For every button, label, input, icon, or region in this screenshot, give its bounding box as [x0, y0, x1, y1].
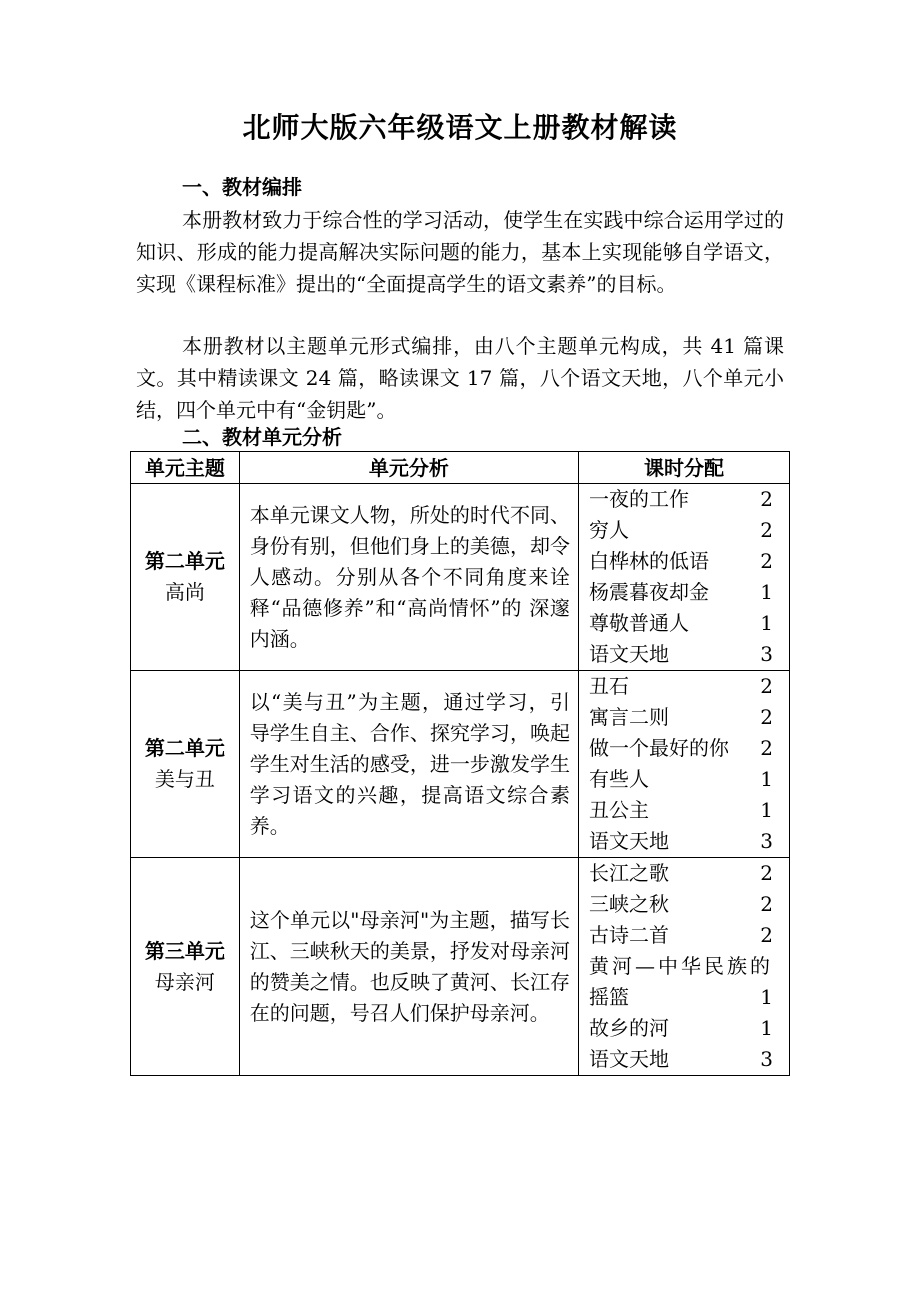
- unit-analysis-cell: 以“美与丑”为主题，通过学习，引导学生自主、合作、探究学习，唤起学生对生活的感受，进一步激发学生学习语文的兴趣，提高语文综合素养。: [239, 671, 578, 858]
- lesson-name: 白桦林的低语: [588, 549, 709, 573]
- unit-analysis-table: [130, 451, 790, 1076]
- lesson-name: 寓言二则: [588, 705, 669, 729]
- table-header-row: [131, 452, 790, 484]
- lesson-hours: 3: [760, 829, 773, 853]
- unit-analysis-cell: 本单元课文人物，所处的时代不同、身份有别，但他们身上的美德，却令人感动。分别从各个不同角度来诠释“品德修养”和“高尚情怀”的 深邃内涵。: [239, 484, 578, 671]
- paragraph-arrangement-1: 本册教材致力于综合性的学习活动，使学生在实践中综合运用学过的知识、形成的能力提高解决实际问题的能力，基本上实现能够自学语文，实现《课程标准》提出的“全面提高学生的语文素养”的目标。: [136, 208, 784, 296]
- unit-theme-cell: [131, 671, 240, 858]
- lesson-hours: 2: [760, 674, 773, 698]
- lesson-name: 古诗二首: [588, 923, 669, 947]
- section-heading-unit-analysis: 二、教材单元分析: [182, 425, 342, 449]
- unit-theme-cell: [131, 858, 240, 1076]
- lesson-hours: 1: [760, 985, 773, 1009]
- lesson-hours: 1: [760, 798, 773, 822]
- list-item: [579, 484, 789, 515]
- list-item: [579, 982, 789, 1013]
- paragraph-arrangement-2: 本册教材以主题单元形式编排，由八个主题单元构成，共 41 篇课文。其中精读课文 24 篇，略读课文 17 篇，八个语文天地，八个单元小结，四个单元中有“金钥匙”。: [136, 334, 784, 422]
- list-item: [579, 1013, 789, 1044]
- lesson-name: 长江之歌: [588, 861, 669, 885]
- lesson-hours: 1: [760, 767, 773, 791]
- lesson-name: 杨震暮夜却金: [588, 580, 709, 604]
- list-item: [579, 546, 789, 577]
- list-item: [579, 671, 789, 702]
- unit-analysis-cell: 这个单元以"母亲河"为主题，描写长江、三峡秋天的美景，抒发对母亲河的赞美之情。也反映了黄河、长江存在的问题，号召人们保护母亲河。: [239, 858, 578, 1076]
- lesson-hours: 2: [760, 736, 773, 760]
- list-item: [579, 733, 789, 764]
- page-title: 北师大版六年级语文上册教材解读: [242, 111, 678, 144]
- list-item: [579, 639, 789, 670]
- unit-number: 第二单元: [144, 549, 225, 573]
- lesson-hours: 1: [760, 1016, 773, 1040]
- lesson-name: 丑石: [588, 674, 629, 698]
- lesson-list-cell: [578, 484, 789, 671]
- lesson-name: 黄河—中华民族的: [588, 954, 773, 978]
- lesson-hours: 2: [760, 861, 773, 885]
- table-row: [131, 671, 790, 858]
- unit-number: 第三单元: [144, 938, 225, 963]
- lesson-list-cell: [578, 858, 789, 1076]
- list-item: [579, 608, 789, 639]
- unit-theme-name: 美与丑: [154, 767, 215, 791]
- lesson-name: 丑公主: [588, 798, 649, 822]
- lesson-hours: 1: [760, 580, 773, 604]
- list-item: [579, 889, 789, 920]
- lesson-name: 语文天地: [588, 1047, 669, 1071]
- list-item: [579, 951, 789, 982]
- lesson-name: 三峡之秋: [588, 892, 669, 916]
- list-item: [579, 577, 789, 608]
- lesson-hours: 2: [760, 549, 773, 573]
- lesson-hours: 2: [760, 518, 773, 542]
- lesson-name: 做一个最好的你: [588, 736, 729, 760]
- unit-theme-name: 母亲河: [154, 969, 215, 994]
- table-row: [131, 484, 790, 671]
- list-item: [579, 702, 789, 733]
- lesson-hours: 3: [760, 642, 773, 666]
- lesson-hours: 2: [760, 892, 773, 916]
- list-item: [579, 920, 789, 951]
- list-item: [579, 826, 789, 857]
- list-item: [579, 858, 789, 889]
- list-item: [579, 764, 789, 795]
- section-heading-arrangement: 一、教材编排: [182, 175, 302, 199]
- lesson-hours: 2: [760, 487, 773, 511]
- unit-theme-cell: [131, 484, 240, 671]
- lesson-name: 尊敬普通人: [588, 611, 689, 635]
- list-item: [579, 795, 789, 826]
- header-lesson-allocation: 课时分配: [578, 452, 789, 484]
- lesson-name: 故乡的河: [588, 1016, 669, 1040]
- lesson-hours: 2: [760, 705, 773, 729]
- lesson-name: 语文天地: [588, 829, 669, 853]
- list-item: [579, 1044, 789, 1075]
- lesson-hours: 3: [760, 1047, 773, 1071]
- lesson-hours: 2: [760, 923, 773, 947]
- list-item: [579, 515, 789, 546]
- lesson-list-cell: [578, 671, 789, 858]
- lesson-name: 有些人: [588, 767, 649, 791]
- lesson-name: 摇篮: [588, 985, 629, 1009]
- unit-theme-name: 高尚: [164, 580, 205, 604]
- unit-number: 第二单元: [144, 736, 225, 760]
- lesson-name: 语文天地: [588, 642, 669, 666]
- lesson-name: 穷人: [588, 518, 629, 542]
- lesson-name: 一夜的工作: [588, 487, 689, 511]
- header-unit-analysis: 单元分析: [239, 452, 578, 484]
- table-row: [131, 858, 790, 1076]
- lesson-hours: 1: [760, 611, 773, 635]
- header-unit-theme: 单元主题: [131, 452, 240, 484]
